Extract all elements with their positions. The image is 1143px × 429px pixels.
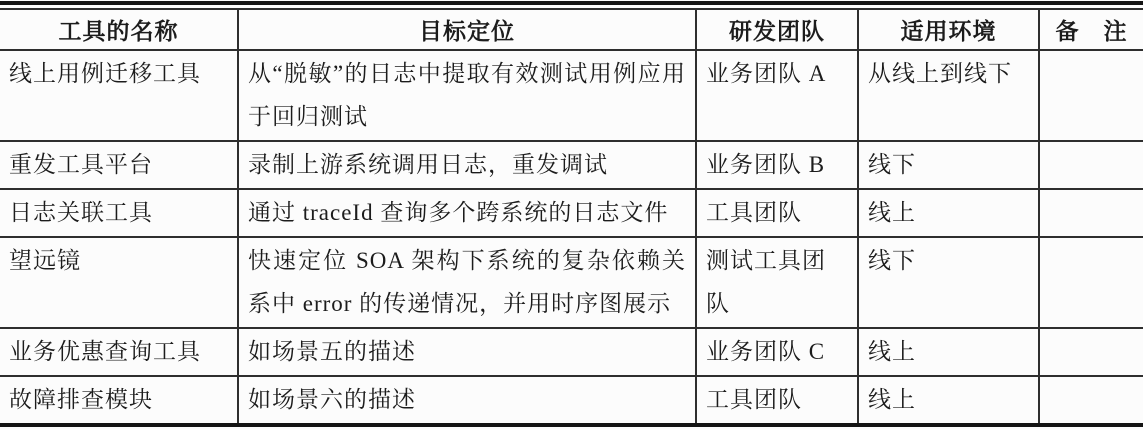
cell-dev-team: 业务团队 C (696, 328, 858, 376)
cell-remarks (1039, 237, 1143, 328)
table-row (0, 237, 1143, 328)
cell-environment: 线下 (858, 237, 1039, 328)
cell-remarks (1039, 141, 1143, 189)
cell-environment: 从线上到线下 (858, 50, 1039, 141)
cell-target-positioning: 从“脱敏”的日志中提取有效测试用例应用于回归测试 (238, 50, 696, 141)
cell-dev-team: 业务团队 A (696, 50, 858, 141)
cell-environment: 线上 (858, 376, 1039, 425)
cell-tool-name: 日志关联工具 (0, 189, 238, 237)
cell-environment: 线上 (858, 328, 1039, 376)
table-row (0, 50, 1143, 141)
cell-remarks (1039, 50, 1143, 141)
cell-remarks (1039, 189, 1143, 237)
table-row (0, 189, 1143, 237)
cell-dev-team: 测试工具团队 (696, 237, 858, 328)
column-header-target-positioning: 目标定位 (238, 9, 696, 50)
cell-remarks (1039, 376, 1143, 425)
cell-target-positioning: 快速定位 SOA 架构下系统的复杂依赖关系中 error 的传递情况，并用时序图展示 (238, 237, 696, 328)
cell-environment: 线上 (858, 189, 1039, 237)
column-header-tool-name: 工具的名称 (0, 9, 238, 50)
cell-target-positioning: 通过 traceId 查询多个跨系统的日志文件 (238, 189, 696, 237)
cell-target-positioning: 如场景六的描述 (238, 376, 696, 425)
column-header-dev-team: 研发团队 (696, 9, 858, 50)
tools-table (0, 8, 1143, 427)
cell-tool-name: 故障排查模块 (0, 376, 238, 425)
column-header-remarks: 备 注 (1039, 9, 1143, 50)
cell-dev-team: 工具团队 (696, 189, 858, 237)
cell-tool-name: 重发工具平台 (0, 141, 238, 189)
cell-tool-name: 线上用例迁移工具 (0, 50, 238, 141)
cell-target-positioning: 录制上游系统调用日志，重发调试 (238, 141, 696, 189)
cell-target-positioning: 如场景五的描述 (238, 328, 696, 376)
table-row (0, 141, 1143, 189)
table-header-row (0, 9, 1143, 50)
table-row (0, 328, 1143, 376)
table-row (0, 376, 1143, 425)
cell-environment: 线下 (858, 141, 1039, 189)
cell-tool-name: 业务优惠查询工具 (0, 328, 238, 376)
cell-tool-name: 望远镜 (0, 237, 238, 328)
cell-dev-team: 业务团队 B (696, 141, 858, 189)
cell-remarks (1039, 328, 1143, 376)
table-top-thick-rule (0, 1, 1143, 5)
cell-dev-team: 工具团队 (696, 376, 858, 425)
column-header-environment: 适用环境 (858, 9, 1039, 50)
